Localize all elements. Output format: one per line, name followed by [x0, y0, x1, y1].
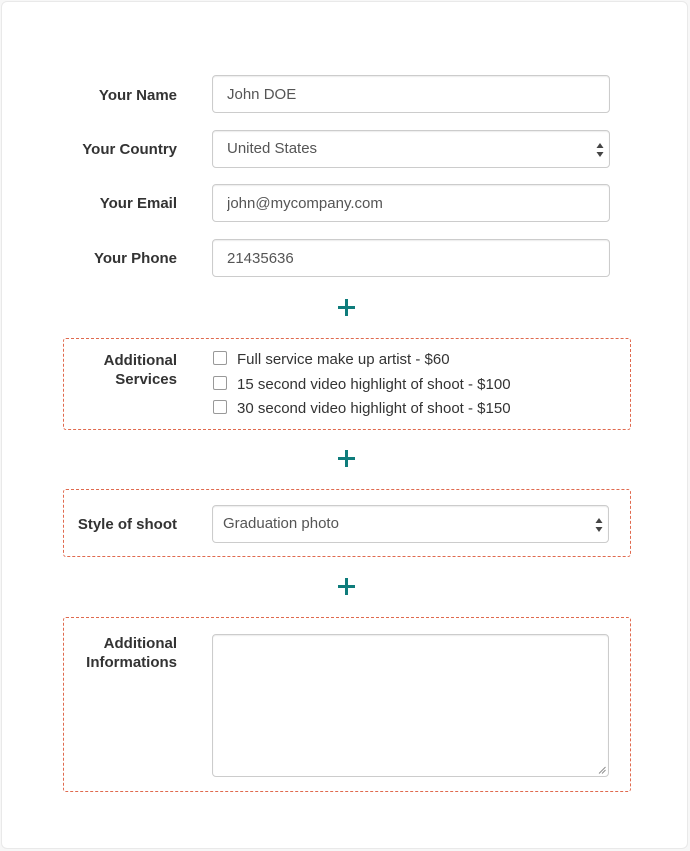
service-option[interactable] — [213, 350, 450, 370]
service-option-label: 15 second video highlight of shoot - $100 — [237, 376, 511, 393]
additional-services-label-line2: Services — [115, 371, 177, 388]
additional-info-label-line1: Additional — [103, 635, 177, 652]
phone-label: Your Phone — [93, 250, 177, 267]
add-section-plus-icon[interactable] — [338, 450, 355, 467]
email-label: Your Email — [99, 195, 177, 212]
add-section-plus-icon[interactable] — [338, 299, 355, 316]
style-of-shoot-select[interactable] — [212, 505, 609, 543]
name-label: Your Name — [98, 87, 177, 104]
service-checkbox[interactable] — [213, 376, 227, 390]
service-option-label: Full service make up artist - $60 — [237, 351, 450, 368]
additional-info-textarea[interactable] — [212, 634, 609, 777]
name-input[interactable] — [212, 75, 610, 113]
style-of-shoot-select-value: Graduation photo — [223, 515, 339, 532]
add-section-plus-icon[interactable] — [338, 578, 355, 595]
service-checkbox[interactable] — [213, 351, 227, 365]
select-arrows-icon — [596, 142, 604, 158]
additional-info-label-line2: Informations — [86, 654, 177, 671]
additional-services-label — [104, 351, 177, 389]
additional-info-label — [86, 634, 177, 672]
style-of-shoot-label: Style of shoot — [77, 516, 177, 533]
form-card — [1, 1, 688, 849]
service-option[interactable] — [213, 399, 511, 419]
additional-services-label-line1: Additional — [103, 352, 177, 369]
country-select-value: United States — [227, 140, 318, 157]
service-option[interactable] — [213, 375, 511, 395]
country-label: Your Country — [82, 141, 177, 158]
country-select[interactable] — [212, 130, 610, 168]
resize-handle-icon[interactable] — [598, 766, 606, 774]
service-option-label: 30 second video highlight of shoot - $150 — [237, 400, 511, 417]
select-arrows-icon — [595, 517, 603, 533]
service-checkbox[interactable] — [213, 400, 227, 414]
phone-input[interactable] — [212, 239, 610, 277]
email-input[interactable] — [212, 184, 610, 222]
